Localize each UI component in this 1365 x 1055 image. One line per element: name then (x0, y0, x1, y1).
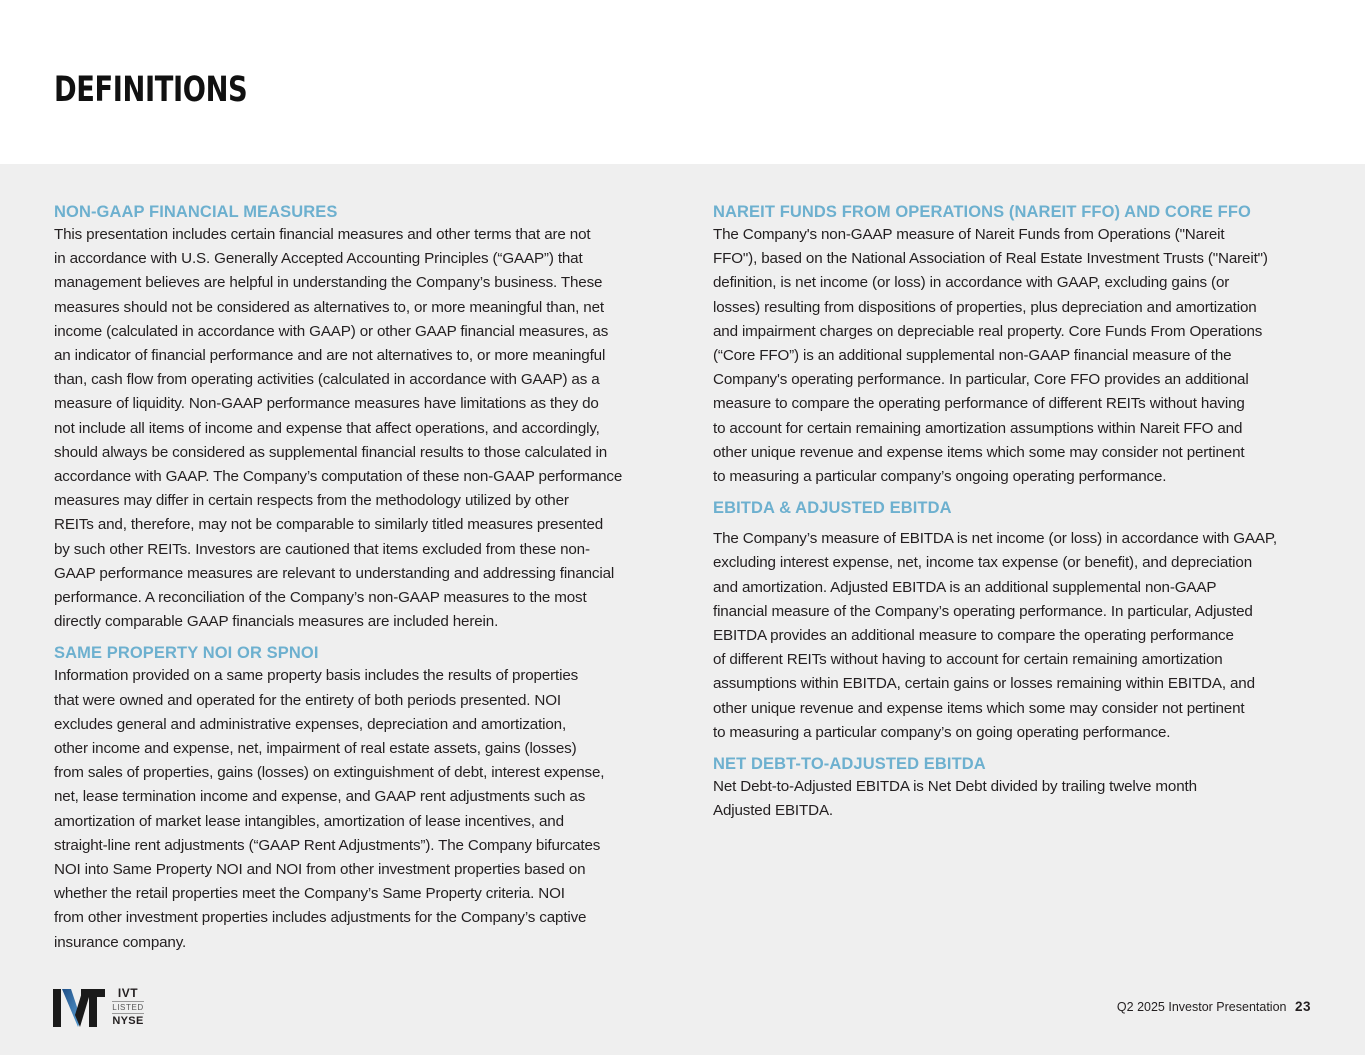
text-line: The Company's non-GAAP measure of Nareit Funds from Operations ("Nareit (713, 226, 1225, 243)
text-line: and impairment charges on depreciable real property. Core Funds From Operations (713, 322, 1263, 340)
section-heading: NON-GAAP FINANCIAL MEASURES (54, 203, 338, 221)
section-body (54, 223, 654, 634)
ivt-nyse-logo (53, 987, 145, 1029)
right-column (713, 201, 1318, 831)
text-line: financial measure of the Company’s operating performance. In particular, Adjusted (713, 602, 1253, 620)
footer-label (1117, 999, 1311, 1014)
text-line: definition, is net income (or loss) in accordance with GAAP, excluding gains (or (713, 274, 1230, 292)
text-line: Adjusted EBITDA. (713, 802, 833, 820)
ivt-logo-icon (53, 989, 105, 1027)
section-nareit-ffo (713, 201, 1318, 489)
section-body (713, 223, 1318, 489)
text-line: other income and expense, net, impairment of real estate assets, gains (losses) (54, 740, 577, 758)
text-line: that were owned and operated for the entirety of both periods presented. NOI (54, 691, 561, 709)
text-line: to measuring a particular company’s on going operating performance. (713, 723, 1171, 741)
logo-exchange: NYSE (112, 1015, 144, 1027)
text-line: management believes are helpful in understanding the Company’s business. These (54, 274, 603, 292)
text-line: FFO"), based on the National Association of Real Estate Investment Trusts ("Nareit") (713, 250, 1268, 268)
text-line: EBITDA provides an additional measure to compare the operating performance (713, 627, 1234, 645)
text-line: This presentation includes certain financial measures and other terms that are not (54, 226, 591, 243)
text-line: and amortization. Adjusted EBITDA is an additional supplemental non-GAAP (713, 578, 1217, 596)
text-line: whether the retail properties meet the Company’s Same Property criteria. NOI (54, 885, 565, 903)
text-line: GAAP performance measures are relevant to understanding and addressing financial (54, 564, 615, 582)
text-line: assumptions within EBITDA, certain gains or losses remaining within EBITDA, and (713, 675, 1255, 693)
text-line: to measuring a particular company’s ongoing operating performance. (713, 468, 1167, 486)
section-heading: NET DEBT-TO-ADJUSTED EBITDA (713, 755, 986, 774)
text-line: Company's operating performance. In particular, Core FFO provides an additional (713, 371, 1249, 389)
text-line: REITs and, therefore, may not be comparable to similarly titled measures presented (54, 516, 604, 534)
section-ebitda (713, 497, 1318, 745)
text-line: than, cash flow from operating activities (calculated in accordance with GAAP) as a (54, 371, 600, 389)
text-line: net, lease termination income and expense, and GAAP rent adjustments such as (54, 788, 586, 806)
section-non-gaap (54, 201, 654, 634)
section-body (54, 664, 654, 954)
text-line: (“Core FFO”) is an additional supplemental non-GAAP financial measure of the (713, 347, 1232, 365)
page-number: 23 (1294, 999, 1311, 1014)
text-line: excludes general and administrative expenses, depreciation and amortization, (54, 715, 567, 733)
text-line: directly comparable GAAP financials measures are included herein. (54, 613, 499, 631)
logo-ticker: IVT (117, 986, 139, 1000)
text-line: measure to compare the operating performance of different REITs without having (713, 395, 1245, 413)
text-line: from sales of properties, gains (losses) on extinguishment of debt, interest expense, (54, 764, 605, 782)
text-line: measure of liquidity. Non-GAAP performance measures have limitations as they do (54, 395, 599, 413)
logo-listed: LISTED (112, 1003, 144, 1012)
left-column (54, 201, 654, 963)
text-line: losses) resulting from dispositions of properties, plus depreciation and amortization (713, 298, 1257, 316)
text-line: should always be considered as supplemental financial results to those calculated in (54, 443, 608, 461)
text-line: straight-line rent adjustments (“GAAP Rent Adjustments”). The Company bifurcates (54, 836, 601, 854)
text-line: insurance company. (54, 933, 187, 951)
text-line: income (calculated in accordance with GAAP) or other GAAP financial measures, as (54, 322, 609, 340)
text-line: excluding interest expense, net, income tax expense (or benefit), and depreciation (713, 554, 1253, 572)
text-line: accordance with GAAP. The Company’s computation of these non-GAAP performance (54, 468, 623, 486)
presentation-label: Q2 2025 Investor Presentation (1116, 1000, 1287, 1014)
text-line: Information provided on a same property basis includes the results of properties (54, 667, 579, 685)
text-line: amortization of market lease intangibles, amortization of lease incentives, and (54, 812, 564, 830)
section-body (713, 527, 1318, 745)
section-heading: EBITDA & ADJUSTED EBITDA (713, 499, 952, 518)
text-line: by such other REITs. Investors are cautioned that items excluded from these non- (54, 540, 590, 558)
text-line: other unique revenue and expense items which some may consider not pertinent (713, 699, 1245, 717)
page-title: DEFINITIONS (54, 70, 248, 110)
text-line: to account for certain remaining amortization assumptions within Nareit FFO and (713, 419, 1243, 437)
section-body (713, 775, 1318, 823)
section-heading: NAREIT FUNDS FROM OPERATIONS (NAREIT FFO) AND CORE FFO (713, 203, 1251, 221)
text-line: other unique revenue and expense items which some may consider not pertinent (713, 443, 1245, 461)
text-line: NOI into Same Property NOI and NOI from other investment properties based on (54, 861, 586, 879)
text-line: of different REITs without having to account for certain remaining amortization (713, 651, 1223, 669)
text-line: not include all items of income and expense that affect operations, and accordingly, (54, 419, 600, 437)
page-header (0, 0, 1365, 164)
text-line: in accordance with U.S. Generally Accepted Accounting Principles (“GAAP”) that (54, 250, 583, 268)
section-heading: SAME PROPERTY NOI OR SPNOI (54, 644, 319, 663)
text-line: from other investment properties includes adjustments for the Company’s captive (54, 909, 587, 927)
text-line: performance. A reconciliation of the Company’s non-GAAP measures to the most (54, 589, 587, 607)
text-line: an indicator of financial performance and are not alternatives to, or more meaningful (54, 347, 606, 365)
text-line: measures should not be considered as alternatives to, or more meaningful than, net (54, 298, 604, 316)
logo-text (112, 987, 144, 1028)
section-net-debt-to-adjusted-ebitda (713, 753, 1318, 823)
text-line: measures may differ in certain respects from the methodology utilized by other (54, 492, 569, 510)
section-same-property-noi (54, 642, 654, 954)
text-line: Net Debt-to-Adjusted EBITDA is Net Debt divided by trailing twelve month (713, 778, 1197, 796)
text-line: The Company’s measure of EBITDA is net income (or loss) in accordance with GAAP, (713, 530, 1277, 548)
